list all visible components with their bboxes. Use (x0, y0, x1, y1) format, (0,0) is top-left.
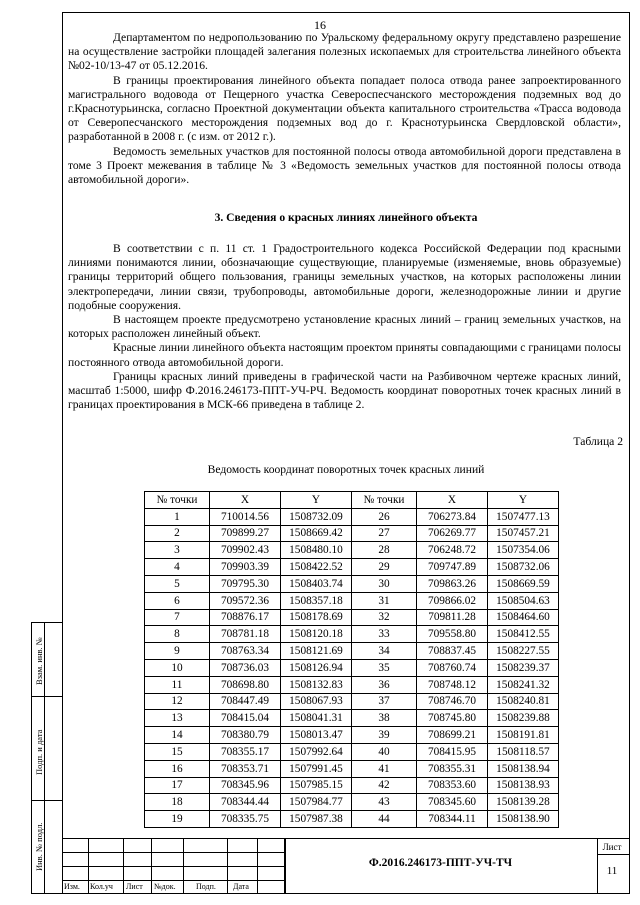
table-cell: 1508132.83 (281, 676, 352, 693)
table-cell: 1508138.90 (488, 811, 559, 828)
table-row (145, 575, 559, 592)
stamp-label-izm: Изм. (64, 882, 80, 891)
table-cell: 1508422.52 (281, 559, 352, 576)
left-strip-label-vzam: Взам. инв. № (34, 637, 44, 685)
table-cell: 1508669.59 (488, 575, 559, 592)
table-cell: 43 (352, 794, 417, 811)
table-cell: 33 (352, 626, 417, 643)
table-row (145, 794, 559, 811)
table-cell: 708353.71 (210, 760, 281, 777)
table-cell: 1508138.93 (488, 777, 559, 794)
left-strip-label-inv: Инв. № подл. (34, 822, 44, 871)
table-cell: 709899.27 (210, 525, 281, 542)
table-cell: 4 (145, 559, 210, 576)
table-row (145, 542, 559, 559)
table-cell: 1508178.69 (281, 609, 352, 626)
table-cell: 40 (352, 743, 417, 760)
table-row (145, 727, 559, 744)
table-cell: 1507984.77 (281, 794, 352, 811)
table-cell: 708746.70 (417, 693, 488, 710)
table-cell: 1508013.47 (281, 727, 352, 744)
table-cell: 1508412.55 (488, 626, 559, 643)
table-cell: 1508240.81 (488, 693, 559, 710)
table-cell: 1507457.21 (488, 525, 559, 542)
stamp-line (62, 852, 284, 853)
paragraph: Границы красных линий приведены в графической части на Разбивочном чертеже красных линий, масштаб 1:5000, шифр Ф.2016.246173-ППТ-УЧ-РЧ. Ведомость координат поворотных точек красных линий в границах проектирования в МСК-66 приведена в таблице 2. (68, 369, 621, 412)
table-cell: 41 (352, 760, 417, 777)
table-cell: 28 (352, 542, 417, 559)
table-cell: 1508357.18 (281, 592, 352, 609)
table-row (145, 811, 559, 828)
table-cell: 708344.11 (417, 811, 488, 828)
left-strip-label-podp: Подп. и дата (34, 729, 44, 775)
table-row (145, 743, 559, 760)
table-cell: 706269.77 (417, 525, 488, 542)
stamp-line (62, 880, 284, 881)
table-row (145, 626, 559, 643)
table-cell: 1508126.94 (281, 659, 352, 676)
table-row (145, 609, 559, 626)
table-cell: 42 (352, 777, 417, 794)
table-cell: 1508239.88 (488, 710, 559, 727)
table-body (145, 508, 559, 827)
table-cell: 1508732.06 (488, 559, 559, 576)
table-cell: 708344.44 (210, 794, 281, 811)
table-cell: 1508041.31 (281, 710, 352, 727)
table-cell: 6 (145, 592, 210, 609)
table-row (145, 760, 559, 777)
table-cell: 1507991.45 (281, 760, 352, 777)
table-row (145, 525, 559, 542)
left-strip-cell-vzam (32, 623, 62, 697)
table-cell: 32 (352, 609, 417, 626)
table-cell: 16 (145, 760, 210, 777)
table-cell: 708837.45 (417, 643, 488, 660)
table-cell: 18 (145, 794, 210, 811)
table-cell: 1508138.94 (488, 760, 559, 777)
table-cell: 1508239.37 (488, 659, 559, 676)
table-cell: 8 (145, 626, 210, 643)
stamp-label-podp: Подп. (196, 882, 216, 891)
table-row (145, 659, 559, 676)
table-cell: 31 (352, 592, 417, 609)
table-cell: 708355.31 (417, 760, 488, 777)
top-paragraphs (68, 31, 621, 187)
left-strip-cell-inv (32, 801, 62, 893)
table-cell: 15 (145, 743, 210, 760)
table-cell: 1508067.93 (281, 693, 352, 710)
table-cell: 38 (352, 710, 417, 727)
table-cell: 1508241.32 (488, 676, 559, 693)
table-cell: 1507987.38 (281, 811, 352, 828)
table-cell: 35 (352, 659, 417, 676)
table-cell: 10 (145, 659, 210, 676)
header-point-2: № точки (352, 492, 417, 509)
table-caption: Таблица 2 (573, 435, 623, 448)
table-cell: 706273.84 (417, 508, 488, 525)
table-cell: 708345.96 (210, 777, 281, 794)
paragraph: Красные линии линейного объекта настоящим проектом приняты совпадающими с границами полосы постоянного отвода автомобильной дороги. (68, 341, 621, 369)
table-cell: 709572.36 (210, 592, 281, 609)
table-cell: 30 (352, 575, 417, 592)
table-cell: 708760.74 (417, 659, 488, 676)
table-cell: 13 (145, 710, 210, 727)
table-cell: 5 (145, 575, 210, 592)
table-cell: 708763.34 (210, 643, 281, 660)
table-cell: 708781.18 (210, 626, 281, 643)
table-cell: 708748.12 (417, 676, 488, 693)
table-cell: 708335.75 (210, 811, 281, 828)
table-cell: 706248.72 (417, 542, 488, 559)
sheet-label: Лист (602, 842, 622, 852)
left-strip-cell-podp (32, 697, 62, 801)
table-cell: 14 (145, 727, 210, 744)
table-cell: 709795.30 (210, 575, 281, 592)
table-cell: 709811.28 (417, 609, 488, 626)
table-cell: 708736.03 (210, 659, 281, 676)
table-cell: 12 (145, 693, 210, 710)
table-cell: 1508480.10 (281, 542, 352, 559)
table-title: Ведомость координат поворотных точек красных линий (207, 463, 485, 476)
table-cell: 1508732.09 (281, 508, 352, 525)
table-cell: 1508118.57 (488, 743, 559, 760)
paragraph: Ведомость земельных участков для постоянной полосы отвода автомобильной дороги представлена в томе 3 Проект межевания в таблице № 3 «Ведомость земельных участков для постоянной полосы отвода автомобильной дороги». (68, 144, 621, 187)
header-point-1: № точки (145, 492, 210, 509)
stamp-label-ndok: №док. (154, 882, 176, 891)
table-cell: 1507985.15 (281, 777, 352, 794)
table-cell: 1 (145, 508, 210, 525)
sheet-number: 11 (606, 865, 618, 877)
table-cell: 708447.49 (210, 693, 281, 710)
table-cell: 34 (352, 643, 417, 660)
table-row (145, 676, 559, 693)
table-row (145, 592, 559, 609)
table-cell: 708415.95 (417, 743, 488, 760)
table-cell: 17 (145, 777, 210, 794)
section-paragraphs (68, 242, 621, 412)
table-cell: 1507992.64 (281, 743, 352, 760)
table-cell: 1508227.55 (488, 643, 559, 660)
paragraph: В настоящем проекте предусмотрено установление красных линий – границ земельных участков, на которых расположен линейный объект. (68, 313, 621, 341)
document-code: Ф.2016.246173-ППТ-УЧ-ТЧ (368, 857, 513, 869)
table-cell: 36 (352, 676, 417, 693)
table-header-row (145, 492, 559, 509)
coordinates-table (144, 491, 559, 828)
table-cell: 9 (145, 643, 210, 660)
table-cell: 1507354.06 (488, 542, 559, 559)
stamp-label-kol: Кол.уч (90, 882, 113, 891)
table-cell: 1508191.81 (488, 727, 559, 744)
header-y-2: Y (488, 492, 559, 509)
table-cell: 708745.80 (417, 710, 488, 727)
table-cell: 29 (352, 559, 417, 576)
table-cell: 7 (145, 609, 210, 626)
table-cell: 709558.80 (417, 626, 488, 643)
table-cell: 708380.79 (210, 727, 281, 744)
table-row (145, 559, 559, 576)
table-cell: 3 (145, 542, 210, 559)
table-cell: 709747.89 (417, 559, 488, 576)
table-cell: 39 (352, 727, 417, 744)
header-y-1: Y (281, 492, 352, 509)
table-cell: 709902.43 (210, 542, 281, 559)
table-cell: 708353.60 (417, 777, 488, 794)
stamp-line (597, 854, 630, 855)
table-cell: 1508504.63 (488, 592, 559, 609)
paragraph: В соответствии с п. 11 ст. 1 Градостроительного кодекса Российской Федерации под красными линиями понимаются линии, обозначающие существующие, планируемые (изменяемые, вновь образуемые) границы территорий общего пользования, границы земельных участков, на которых расположены линии электропередачи, линии связи, трубопроводы, автомобильные дороги, железнодорожные линии и другие подобные сооружения. (68, 242, 621, 312)
table-row (145, 643, 559, 660)
table-cell: 709903.39 (210, 559, 281, 576)
table-cell: 1508120.18 (281, 626, 352, 643)
table-row (145, 710, 559, 727)
table-cell: 26 (352, 508, 417, 525)
table-cell: 1508403.74 (281, 575, 352, 592)
table-cell: 709863.26 (417, 575, 488, 592)
table-cell: 1508669.42 (281, 525, 352, 542)
table-cell: 708415.04 (210, 710, 281, 727)
table-cell: 2 (145, 525, 210, 542)
table-row (145, 777, 559, 794)
table-cell: 27 (352, 525, 417, 542)
table-cell: 11 (145, 676, 210, 693)
table-cell: 710014.56 (210, 508, 281, 525)
table-cell: 37 (352, 693, 417, 710)
table-row (145, 508, 559, 525)
header-x-2: X (417, 492, 488, 509)
table-row (145, 693, 559, 710)
table-cell: 708345.60 (417, 794, 488, 811)
header-x-1: X (210, 492, 281, 509)
table-cell: 19 (145, 811, 210, 828)
section-heading: 3. Сведения о красных линиях линейного объекта (214, 211, 478, 224)
paragraph: В границы проектирования линейного объекта попадает полоса отвода ранее запроектированного магистрального водовода от Пещерного участка Североспесчанского месторождения подземных вод до г.Краснотурьинска, согласно Проектной документации объекта капитального строительства «Трасса водовода от Северопесчанского месторождения подземных вод до г. Краснотурьинска Свердловской области», разработанной в 2008 г. (с изм. от 2012 г.). (68, 73, 621, 144)
table-cell: 1508464.60 (488, 609, 559, 626)
page-number: 16 (314, 18, 326, 32)
table-cell: 709866.02 (417, 592, 488, 609)
table-cell: 708698.80 (210, 676, 281, 693)
paragraph: Департаментом по недропользованию по Уральскому федеральному округу представлено разрешение на осуществление застройки площадей залегания полезных ископаемых для строительства линейного объекта №02-10/13-47 от 05.12.2016. (68, 31, 621, 73)
table-cell: 1508121.69 (281, 643, 352, 660)
table-cell: 44 (352, 811, 417, 828)
table-cell: 1508139.28 (488, 794, 559, 811)
left-strip (31, 622, 62, 894)
table-cell: 708355.17 (210, 743, 281, 760)
table-cell: 708699.21 (417, 727, 488, 744)
stamp-label-list: Лист (126, 882, 143, 891)
table-cell: 708876.17 (210, 609, 281, 626)
stamp-label-data: Дата (233, 882, 249, 891)
table-cell: 1507477.13 (488, 508, 559, 525)
